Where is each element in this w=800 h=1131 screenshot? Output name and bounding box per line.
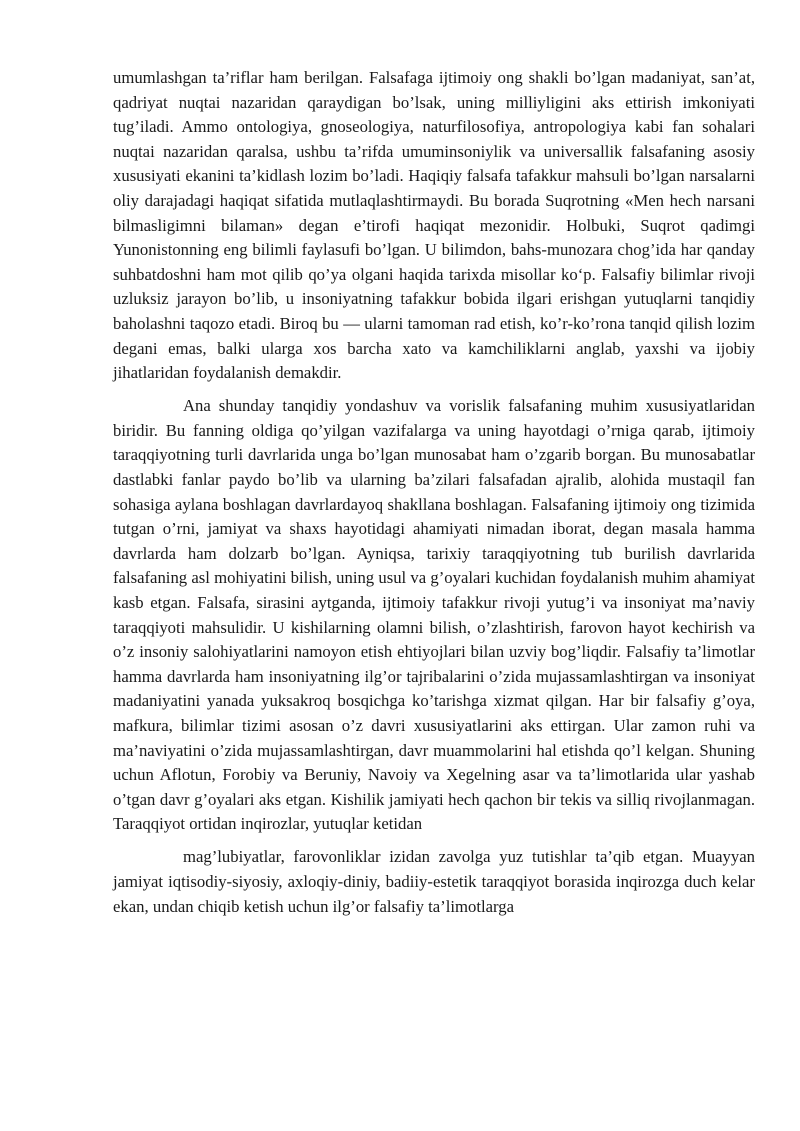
document-page xyxy=(113,66,755,928)
paragraph-1: umumlashgan ta’riflar ham berilgan. Falsafaga ijtimoiy ong shakli bo’lgan madaniyat, san’at, qadriyat nuqtai nazaridan qaraydigan bo’lsak, uning milliyligini aks ettirish imkoniyati tug’iladi. Ammo ontologiya, gnoseologiya, naturfilosofiya, antropologiya kabi fan sohalari nuqtai nazaridan qaralsa, ushbu ta’rifda umuminsoniylik va universallik falsafaning asosiy xususiyati ekanini ta’kidlash lozim bo’ladi. Haqiqiy falsafa tafakkur mahsuli bo’lgan narsalarni oliy darajadagi haqiqat sifatida mutlaqlashtirmaydi. Bu borada Suqrotning «Men hech narsani bilmasligimni bilaman» degan e’tirofi haqiqat mezonidir. Holbuki, Suqrot qadimgi Yunonistonning eng bilimli faylasufi bo’lgan. U bilimdon, bahs-munozara chog’ida har qanday suhbatdoshni ham mot qilib qo’ya olgani haqida tarixda misollar ko‘p. Falsafiy bilimlar rivoji uzluksiz jarayon bo’lib, u insoniyatning tafakkur bobida ilgari erishgan yutuqlarni tanqidiy baholashni taqozo etadi. Biroq bu — ularni tamoman rad etish, ko’r-ko’rona tanqid qilish lozim degani emas, balki ularga xos barcha xato va kamchiliklarni anglab, yaxshi va ijobiy jihatlaridan foydalanish demakdir. xyxy=(113,68,755,383)
paragraph-2: Ana shunday tanqidiy yondashuv va vorislik falsafaning muhim xususiyatlaridan biridir. Bu fanning oldiga qo’yilgan vazifalarga va uning hayotdagi o’rniga qarab, ijtimoiy taraqqiyotning turli davrlarida unga bo’lgan munosabat ham o’zgarib borgan. Bu munosabatlar dastlabki fanlar paydo bo’lib va ularning ba’zilari falsafadan ajralib, alohida mustaqil fan sohasiga aylana boshlagan davrlardayoq shakllana boshlagan. Falsafaning ijtimoiy ong tizimida tutgan o’rni, jamiyat va shaxs hayotidagi ahamiyati nimadan iborat, degan masala hamma davrlarda ham dolzarb bo’lgan. Ayniqsa, tarixiy taraqqiyotning tub burilish davrlarida falsafaning asl mohiyatini bilish, uning usul va g’oyalari kuchidan foydalanish muhim ahamiyat kasb etgan. Falsafa, sirasini aytganda, ijtimoiy tafakkur rivoji yutug’i va insoniyat ma’naviy taraqqiyoti mahsulidir. U kishilarning olamni bilish, o’zlashtirish, farovon hayot kechirish va o’z insoniy salohiyatlarini namoyon etish ehtiyojlari bilan uzviy bog’liqdir. Falsafiy ta’limotlar hamma davrlarda ham insoniyatning ilg’or tajribalarini o’zida mujassamlashtirgan va insoniyat madaniyatini yanada yuksakroq bosqichga ko’tarishga xizmat qilgan. Har bir falsafiy g’oya, mafkura, bilimlar tizimi asosan o’z davri xususiyatlarini aks ettirgan. Ular zamon ruhi va ma’naviyatini o’zida mujassamlashtirgan, davr muammolarini hal etishda qo’l kelgan. Shuning uchun Aflotun, Forobiy va Beruniy, Navoiy va Xegelning asar va ta’limotlarida ular yashab o’tgan davr g’oyalari aks etgan. Kishilik jamiyati hech qachon bir tekis va silliq rivojlanmagan. Taraqqiyot ortidan inqirozlar, yutuqlar ketidan xyxy=(113,396,755,834)
paragraph-3: mag’lubiyatlar, farovonliklar izidan zavolga yuz tutishlar ta’qib etgan. Muayyan jamiyat iqtisodiy-siyosiy, axloqiy-diniy, badiiy-estetik taraqqiyot borasida inqirozga duch kelar ekan, undan chiqib ketish uchun ilg’or falsafiy ta’limotlarga xyxy=(113,847,755,916)
